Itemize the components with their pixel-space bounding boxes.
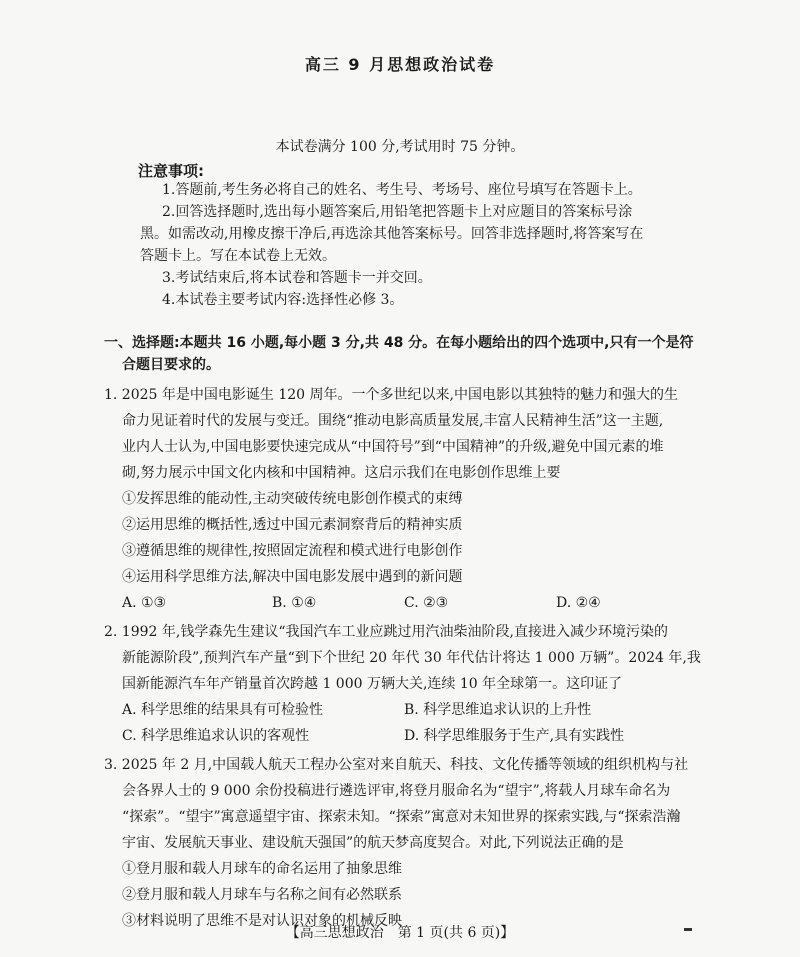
question-2-option-d: D. 科学思维服务于生产,具有实践性 — [404, 728, 625, 744]
question-2-option-a: A. 科学思维的结果具有可检验性 — [122, 702, 324, 718]
question-2-stem: 2. 1992 年,钱学森先生建议“我国汽车工业应跳过用汽油柴油阶段,直接进入减少环境污染的 — [104, 624, 668, 640]
question-1-item: ②运用思维的概括性,透过中国元素洞察背后的精神实质 — [122, 517, 463, 533]
page-footer: 【高三思想政治 第 1 页(共 6 页)】 — [285, 925, 515, 941]
question-1-stem: 1. 2025 年是中国电影诞生 120 周年。一个多世纪以来,中国电影以其独特的魅力和强大的生 — [104, 387, 678, 403]
exam-info: 本试卷满分 100 分,考试用时 75 分钟。 — [275, 139, 525, 155]
page-title: 高三 9 月思想政治试卷 — [304, 55, 496, 74]
question-1-option-a: A. ①③ — [122, 595, 167, 611]
section-heading-cont: 合题目要求的。 — [122, 357, 220, 373]
section-heading: 一、选择题:本题共 16 小题,每小题 3 分,共 48 分。在每小题给出的四个选项中,只有一个是符 — [104, 335, 694, 351]
question-2-option-c: C. 科学思维追求认识的客观性 — [122, 728, 310, 744]
question-1-item: ①发挥思维的能动性,主动突破传统电影创作模式的束缚 — [122, 491, 463, 507]
question-1-stem: 命力见证着时代的发展与变迁。围绕“推动电影高质量发展,丰富人民精神生活”这一主题, — [122, 413, 664, 429]
question-3-stem: 会各界人士的 9 000 余份投稿进行遴选评审,将登月服命名为“望宇”,将载人月球车命名为 — [122, 783, 671, 799]
notice-line: 2.回答选择题时,选出每小题答案后,用铅笔把答题卡上对应题目的答案标号涂 — [162, 204, 633, 220]
question-3-item: ③材料说明了思维不是对认识对象的机械反映 — [122, 913, 402, 929]
question-1-item: ③遵循思维的规律性,按照固定流程和模式进行电影创作 — [122, 543, 463, 559]
question-1-option-b: B. ①④ — [272, 595, 317, 611]
notice-line: 答题卡上。写在本试卷上无效。 — [140, 248, 336, 264]
question-1-stem: 砌,努力展示中国文化内核和中国精神。这启示我们在电影创作思维上要 — [122, 465, 561, 481]
question-2-stem: 新能源阶段”,预判汽车产量“到下个世纪 20 年代 30 年代估计将达 1 000 万辆”。2024 年,我 — [122, 650, 701, 666]
question-1-stem: 业内人士认为,中国电影要快速完成从“中国符号”到“中国精神”的升级,避免中国元素的堆 — [122, 439, 664, 455]
question-3-item: ①登月服和载人月球车的命名运用了抽象思维 — [122, 861, 402, 877]
question-2-stem: 国新能源汽车年产销量首次跨越 1 000 万辆大关,连续 10 年全球第一。这印证了 — [122, 676, 623, 692]
question-1-item: ④运用科学思维方法,解决中国电影发展中遇到的新问题 — [122, 569, 463, 585]
question-3-item: ②登月服和载人月球车与名称之间有必然联系 — [122, 887, 402, 903]
question-3-stem: 3. 2025 年 2 月,中国载人航天工程办公室对来自航天、科技、文化传播等领域的组织机构与社 — [104, 757, 689, 773]
notice-line: 3.考试结束后,将本试卷和答题卡一并交回。 — [162, 270, 432, 286]
notice-line: 4.本试卷主要考试内容:选择性必修 3。 — [162, 292, 404, 308]
notice-line: 1.答题前,考生务必将自己的姓名、考生号、考场号、座位号填写在答题卡上。 — [162, 182, 642, 198]
notice-line: 黑。如需改动,用橡皮擦干净后,再选涂其他答案标号。回答非选择题时,将答案写在 — [140, 226, 644, 242]
question-3-stem: “探索”。“望宇”寓意遥望宇宙、探索未知。“探索”寓意对未知世界的探索实践,与“探索浩瀚 — [122, 809, 681, 825]
question-1-option-d: D. ②④ — [556, 595, 601, 611]
notice-heading: 注意事项: — [138, 162, 204, 180]
question-3-stem: 宇宙、发展航天事业、建设航天强国”的航天梦高度契合。对此,下列说法正确的是 — [122, 835, 624, 851]
question-1-option-c: C. ②③ — [404, 595, 449, 611]
scan-mark — [684, 928, 692, 931]
question-2-option-b: B. 科学思维追求认识的上升性 — [404, 702, 592, 718]
